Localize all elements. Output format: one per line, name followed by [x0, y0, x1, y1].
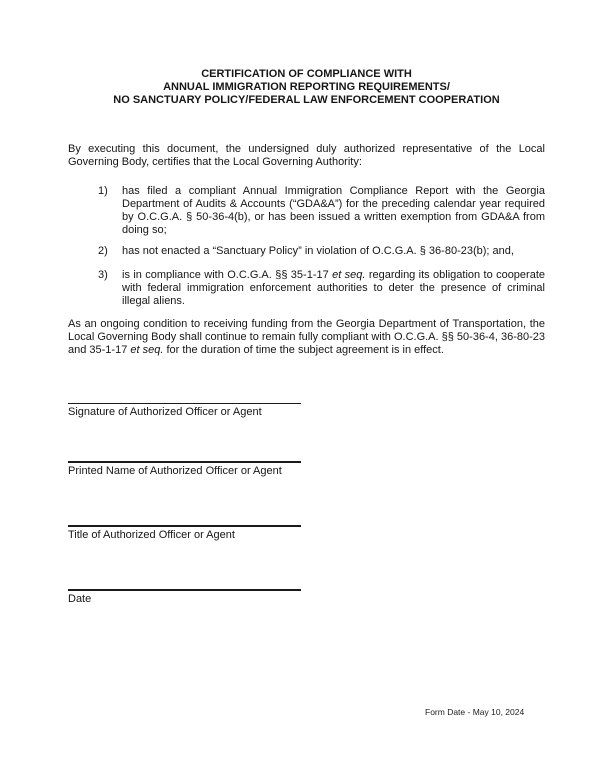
list-item-1-text: has filed a compliant Annual Immigration Compliance Report with the Georgia Department of Audits & Accounts (“GDA&A”) for the preceding calendar year required by O.C.G.A. § 50-36-4(b), or has been issued a written exemption from GDA&A from doing so; — [122, 185, 545, 236]
list-item-3-marker: 3) — [98, 269, 108, 281]
closing-text-after: for the duration of time the subject agreement is in effect. — [163, 344, 444, 356]
printed-name-label: Printed Name of Authorized Officer or Agent — [68, 465, 282, 477]
list-item-3-text — [122, 269, 545, 307]
closing-text-before: As an ongoing condition to receiving funding from the Georgia Department of Transportation, the Local Governing Body shall continue to remain fully compliant with O.C.G.A. §§ 50-36-4, 36-80-23 and 35-1-17 — [68, 318, 545, 356]
form-date-note: Form Date - May 10, 2024 — [425, 707, 525, 717]
title-line-1: CERTIFICATION OF COMPLIANCE WITH — [201, 68, 412, 80]
list-item-2-marker: 2) — [98, 245, 108, 257]
signature-field — [68, 403, 301, 419]
signature-label: Signature of Authorized Officer or Agent — [68, 406, 262, 418]
title-line-3: NO SANCTUARY POLICY/FEDERAL LAW ENFORCEMENT COOPERATION — [113, 94, 500, 106]
document-title — [68, 68, 545, 107]
title-line-2: ANNUAL IMMIGRATION REPORTING REQUIREMENTS/ — [163, 81, 450, 93]
list-item-1 — [68, 185, 545, 237]
list-item-2 — [68, 245, 545, 258]
list-item-3-text-before: is in compliance with O.C.G.A. §§ 35-1-17 — [122, 269, 333, 281]
list-item-1-marker: 1) — [98, 185, 108, 197]
printed-name-line — [68, 461, 301, 463]
intro-paragraph: By executing this document, the undersigned duly authorized representative of the Local Governing Body, certifies that the Local Governing Authority: — [68, 143, 545, 168]
closing-text-italic: et seq. — [130, 344, 164, 356]
title-field — [68, 525, 301, 542]
title-line — [68, 525, 301, 527]
list-item-3-text-italic: et seq. — [332, 269, 366, 281]
date-label: Date — [68, 593, 92, 605]
signature-line — [68, 403, 301, 404]
list-item-2-text: has not enacted a “Sanctuary Policy” in violation of O.C.G.A. § 36-80-23(b); and, — [122, 245, 514, 257]
title-label: Title of Authorized Officer or Agent — [68, 529, 235, 541]
list-item-3-text-after: regarding its obligation to cooperate with federal immigration enforcement authorities to deter the presence of criminal illegal aliens. — [122, 269, 545, 307]
closing-paragraph — [68, 318, 545, 357]
list-item-3 — [68, 269, 545, 308]
date-field — [68, 589, 301, 606]
printed-name-field — [68, 461, 301, 478]
date-line — [68, 589, 301, 591]
